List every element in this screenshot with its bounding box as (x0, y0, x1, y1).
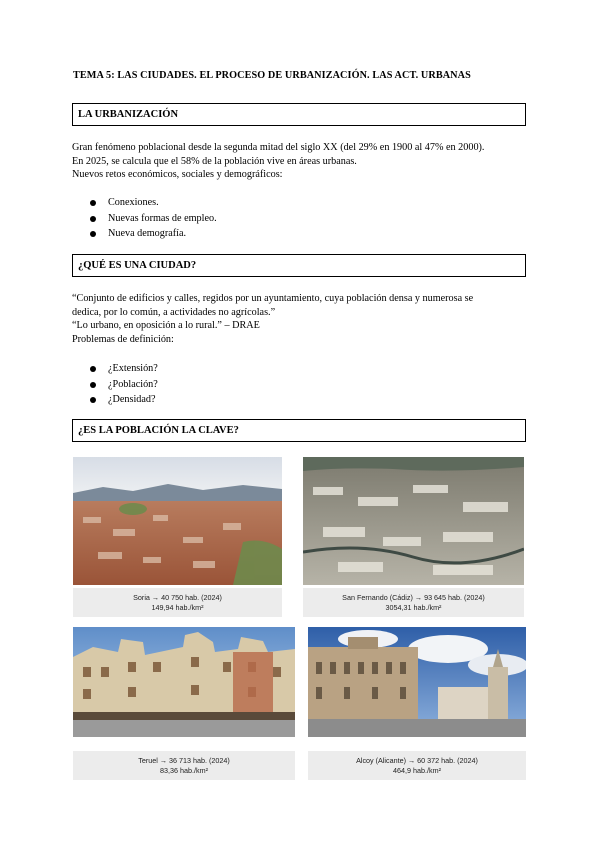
paragraph-line: Nuevos retos económicos, sociales y demográficos: (72, 169, 283, 180)
caption-density: 3054,31 hab./km² (385, 603, 442, 612)
caption-population: Teruel → 36 713 hab. (2024) (138, 756, 230, 765)
caption-population: Soria → 40 750 hab. (2024) (133, 593, 222, 602)
paragraph-line: Gran fenómeno poblacional desde la segunda mitad del siglo XX (del 29% en 1900 al 47% en 2000). (72, 142, 485, 153)
paragraph-line: “Lo urbano, en oposición a lo rural.” – DRAE (72, 320, 260, 331)
alcoy-photo (308, 627, 526, 737)
paragraph-line: dedica, por lo común, a actividades no agrícolas.” (72, 306, 276, 318)
teruel-photo (73, 627, 295, 737)
list-item: ¿Densidad? (72, 392, 158, 408)
list-item: Conexiones. (72, 195, 217, 211)
paragraph-line: “Conjunto de edificios y calles, regidos por un ayuntamiento, cuya población densa y numerosa se (72, 293, 474, 304)
soria-caption (73, 588, 282, 617)
ciudad-definition-paragraph (72, 292, 532, 346)
paragraph-line: Problemas de definición: (72, 333, 174, 345)
list-item: ¿Extensión? (72, 361, 158, 377)
list-item: ¿Población? (72, 377, 158, 393)
section-heading-que-es-ciudad: ¿QUÉ ES UNA CIUDAD? (72, 254, 526, 277)
retos-list (72, 195, 217, 242)
section-heading-poblacion-clave: ¿ES LA POBLACIÓN LA CLAVE? (72, 419, 526, 442)
caption-density: 149,94 hab./km² (151, 603, 204, 612)
problemas-list (72, 361, 158, 408)
caption-density: 83,36 hab./km² (160, 766, 208, 775)
section-heading-urbanizacion: LA URBANIZACIÓN (72, 103, 526, 126)
san-fernando-photo (303, 457, 524, 585)
alcoy-caption (308, 751, 526, 780)
san-fernando-caption (303, 588, 524, 617)
caption-population: San Fernando (Cádiz) → 93 645 hab. (2024) (342, 593, 485, 602)
soria-photo (73, 457, 282, 585)
page-title: TEMA 5: LAS CIUDADES. EL PROCESO DE URBANIZACIÓN. LAS ACT. URBANAS (73, 70, 471, 81)
list-item: Nuevas formas de empleo. (72, 211, 217, 227)
urbanizacion-paragraph (72, 141, 532, 182)
list-item: Nueva demografía. (72, 226, 217, 242)
teruel-caption (73, 751, 295, 780)
caption-density: 464,9 hab./km² (393, 766, 441, 775)
caption-population: Alcoy (Alicante) → 60 372 hab. (2024) (356, 756, 478, 765)
paragraph-line: En 2025, se calcula que el 58% de la población vive en áreas urbanas. (72, 155, 357, 167)
